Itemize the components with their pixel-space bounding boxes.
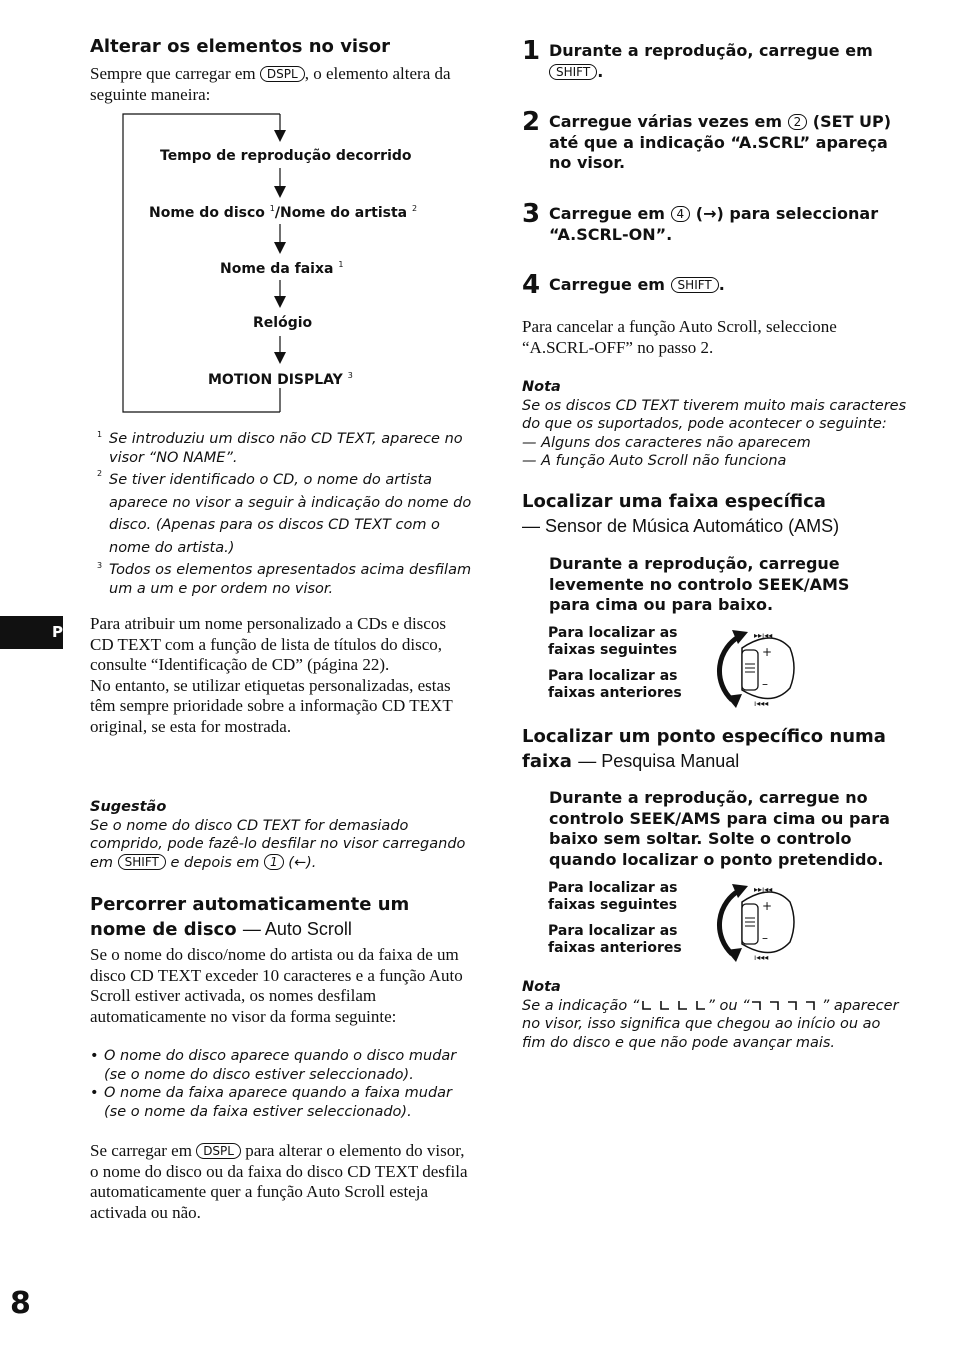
footnote: 2 Se tiver identificado o CD, o nome do artista aparece no visor a seguir à indicação do nome do disco. (Apenas para os discos CD TEXT com o nome do artista.) (97, 469, 472, 556)
manual-search-instruction: Durante a reprodução, carregue no controlo SEEK/AMS para cima ou para baixo sem soltar. Solte o controlo quando localizar o ponto pretendido. (549, 788, 890, 869)
shift-key: SHIFT (671, 277, 719, 293)
intro-text-end: , o elemento altera da seguinte maneira: (90, 64, 451, 104)
svg-text:+: + (762, 899, 773, 913)
tip-text: Se o nome do disco CD TEXT for demasiado comprido, pode fazê-lo desfilar no visor carregando em SHIFT e depois em 1 (←). (90, 817, 466, 871)
cancel-paragraph: Para cancelar a função Auto Scroll, seleccione “A.SCRL-OFF” no passo 2. (522, 317, 837, 357)
note-text: Se a indicação “ ” ou “ ” aparecer no visor, isso significa que chegou ao início ou ao fim do disco e que não pode avançar mais. (522, 997, 899, 1051)
custom-name-paragraph (90, 614, 470, 737)
page-number: 8 (10, 1286, 31, 1321)
bullet-item: • O nome do disco aparece quando o disco mudar (se o nome do disco estiver seleccionado). (90, 1047, 470, 1084)
svg-text:▸▸ı◂◂: ▸▸ı◂◂ (754, 631, 773, 640)
svg-text:–: – (762, 931, 768, 945)
paragraph-text: No entanto, se utilizar etiquetas personalizadas, estas têm sempre prioridade sobre a informação CD TEXT original, se esta for mostrada. (90, 675, 453, 736)
paragraph-text: Para atribuir um nome personalizado a CDs e discos CD TEXT com a função de lista de títulos do disco, consulte “Identificação de CD” (página 22). (90, 614, 446, 674)
flow-item-clock: Relógio (253, 315, 313, 331)
tip-box (90, 798, 470, 872)
flow-item-track-name: Nome da faixa $^1$ (220, 260, 344, 277)
intro-text: Sempre que carregar em (90, 64, 256, 83)
seek-ams-control-icon (712, 628, 798, 710)
label-previous-tracks: Para localizar as faixas anteriores (548, 923, 682, 956)
section-heading-change-display: Alterar os elementos no visor (90, 36, 391, 57)
tip-title: Sugestão (90, 799, 167, 815)
label-previous-tracks: Para localizar as faixas anteriores (548, 668, 682, 701)
ams-instruction: Durante a reprodução, carregue levemente no controlo SEEK/AMS para cima ou para baixo. (549, 554, 850, 614)
footnote: 3 Todos os elementos apresentados acima desfilam um a um e por ordem no visor. (97, 561, 472, 597)
auto-scroll-bullets (90, 1047, 470, 1121)
svg-text:+: + (762, 645, 773, 659)
label-next-tracks: Para localizar as faixas seguintes (548, 625, 678, 658)
language-tab: P (0, 616, 63, 649)
seek-ams-control-icon (712, 882, 798, 964)
key-1: 1 (264, 854, 284, 870)
flow-item-disc-artist-name: Nome do disco $^1$/Nome do artista $^2$ (149, 204, 418, 221)
flow-item-motion-display: MOTION DISPLAY $^3$ (208, 371, 353, 388)
display-start-segments-icon (639, 1000, 707, 1011)
svg-text:–: – (762, 677, 768, 691)
step-2: 2 Carregue várias vezes em 2 (SET UP) até que a indicação “A.SCRL” apareça no visor. (522, 107, 892, 172)
dspl-key: DSPL (196, 1143, 241, 1159)
svg-text:ı◂◂◂: ı◂◂◂ (754, 953, 769, 962)
shift-key: SHIFT (118, 854, 166, 870)
note-title: Nota (522, 979, 561, 995)
key-2: 2 (788, 114, 808, 130)
note-box (522, 378, 907, 471)
step-3: 3 Carregue em 4 (→) para seleccionar “A.SCRL-ON”. (522, 199, 879, 244)
dspl-key: DSPL (260, 66, 305, 82)
note-text: — A função Auto Scroll não funciona (522, 453, 787, 469)
display-end-segments-icon (750, 1000, 822, 1011)
svg-text:▸▸ı◂◂: ▸▸ı◂◂ (754, 885, 773, 894)
note-text: — Alguns dos caracteres não aparecem (522, 434, 811, 451)
footnotes (97, 430, 473, 598)
section-heading-auto-scroll: Percorrer automaticamente um nome de disco — Auto Scroll (90, 894, 410, 940)
note-box (522, 978, 907, 1052)
note-text: Se os discos CD TEXT tiverem muito mais caracteres do que os suportados, pode acontecer o seguinte: (522, 397, 907, 432)
step-4: 4 Carregue em SHIFT . (522, 270, 725, 300)
label-next-tracks: Para localizar as faixas seguintes (548, 880, 678, 913)
bullet-item: • O nome da faixa aparece quando a faixa mudar (se o nome da faixa estiver seleccionado). (90, 1084, 470, 1121)
flow-item-elapsed-time: Tempo de reprodução decorrido (160, 148, 412, 164)
dspl-paragraph: Se carregar em DSPL para alterar o elemento do visor, o nome do disco ou da faixa do disco CD TEXT desfila automaticamente quer a função Auto Scroll esteja activada ou não. (90, 1141, 468, 1222)
footnote: 1 Se introduziu um disco não CD TEXT, aparece no visor “NO NAME”. (97, 430, 463, 466)
step-1: 1 Durante a reprodução, carregue em SHIFT . (522, 36, 873, 81)
key-4: 4 (671, 206, 691, 222)
section-heading-ams: Localizar uma faixa específica — Sensor de Música Automático (AMS) (522, 491, 840, 536)
note-title: Nota (522, 379, 561, 395)
shift-key: SHIFT (549, 64, 597, 80)
svg-text:ı◂◂◂: ı◂◂◂ (754, 699, 769, 708)
auto-scroll-paragraph: Se o nome do disco/nome do artista ou da faixa de um disco CD TEXT exceder 10 caracteres e a função Auto Scroll estiver activada, os nomes desfilam automaticamente no visor da forma seguinte: (90, 945, 463, 1026)
intro-paragraph (90, 64, 470, 105)
section-heading-manual-search: Localizar um ponto específico numa faixa — Pesquisa Manual (522, 726, 886, 772)
